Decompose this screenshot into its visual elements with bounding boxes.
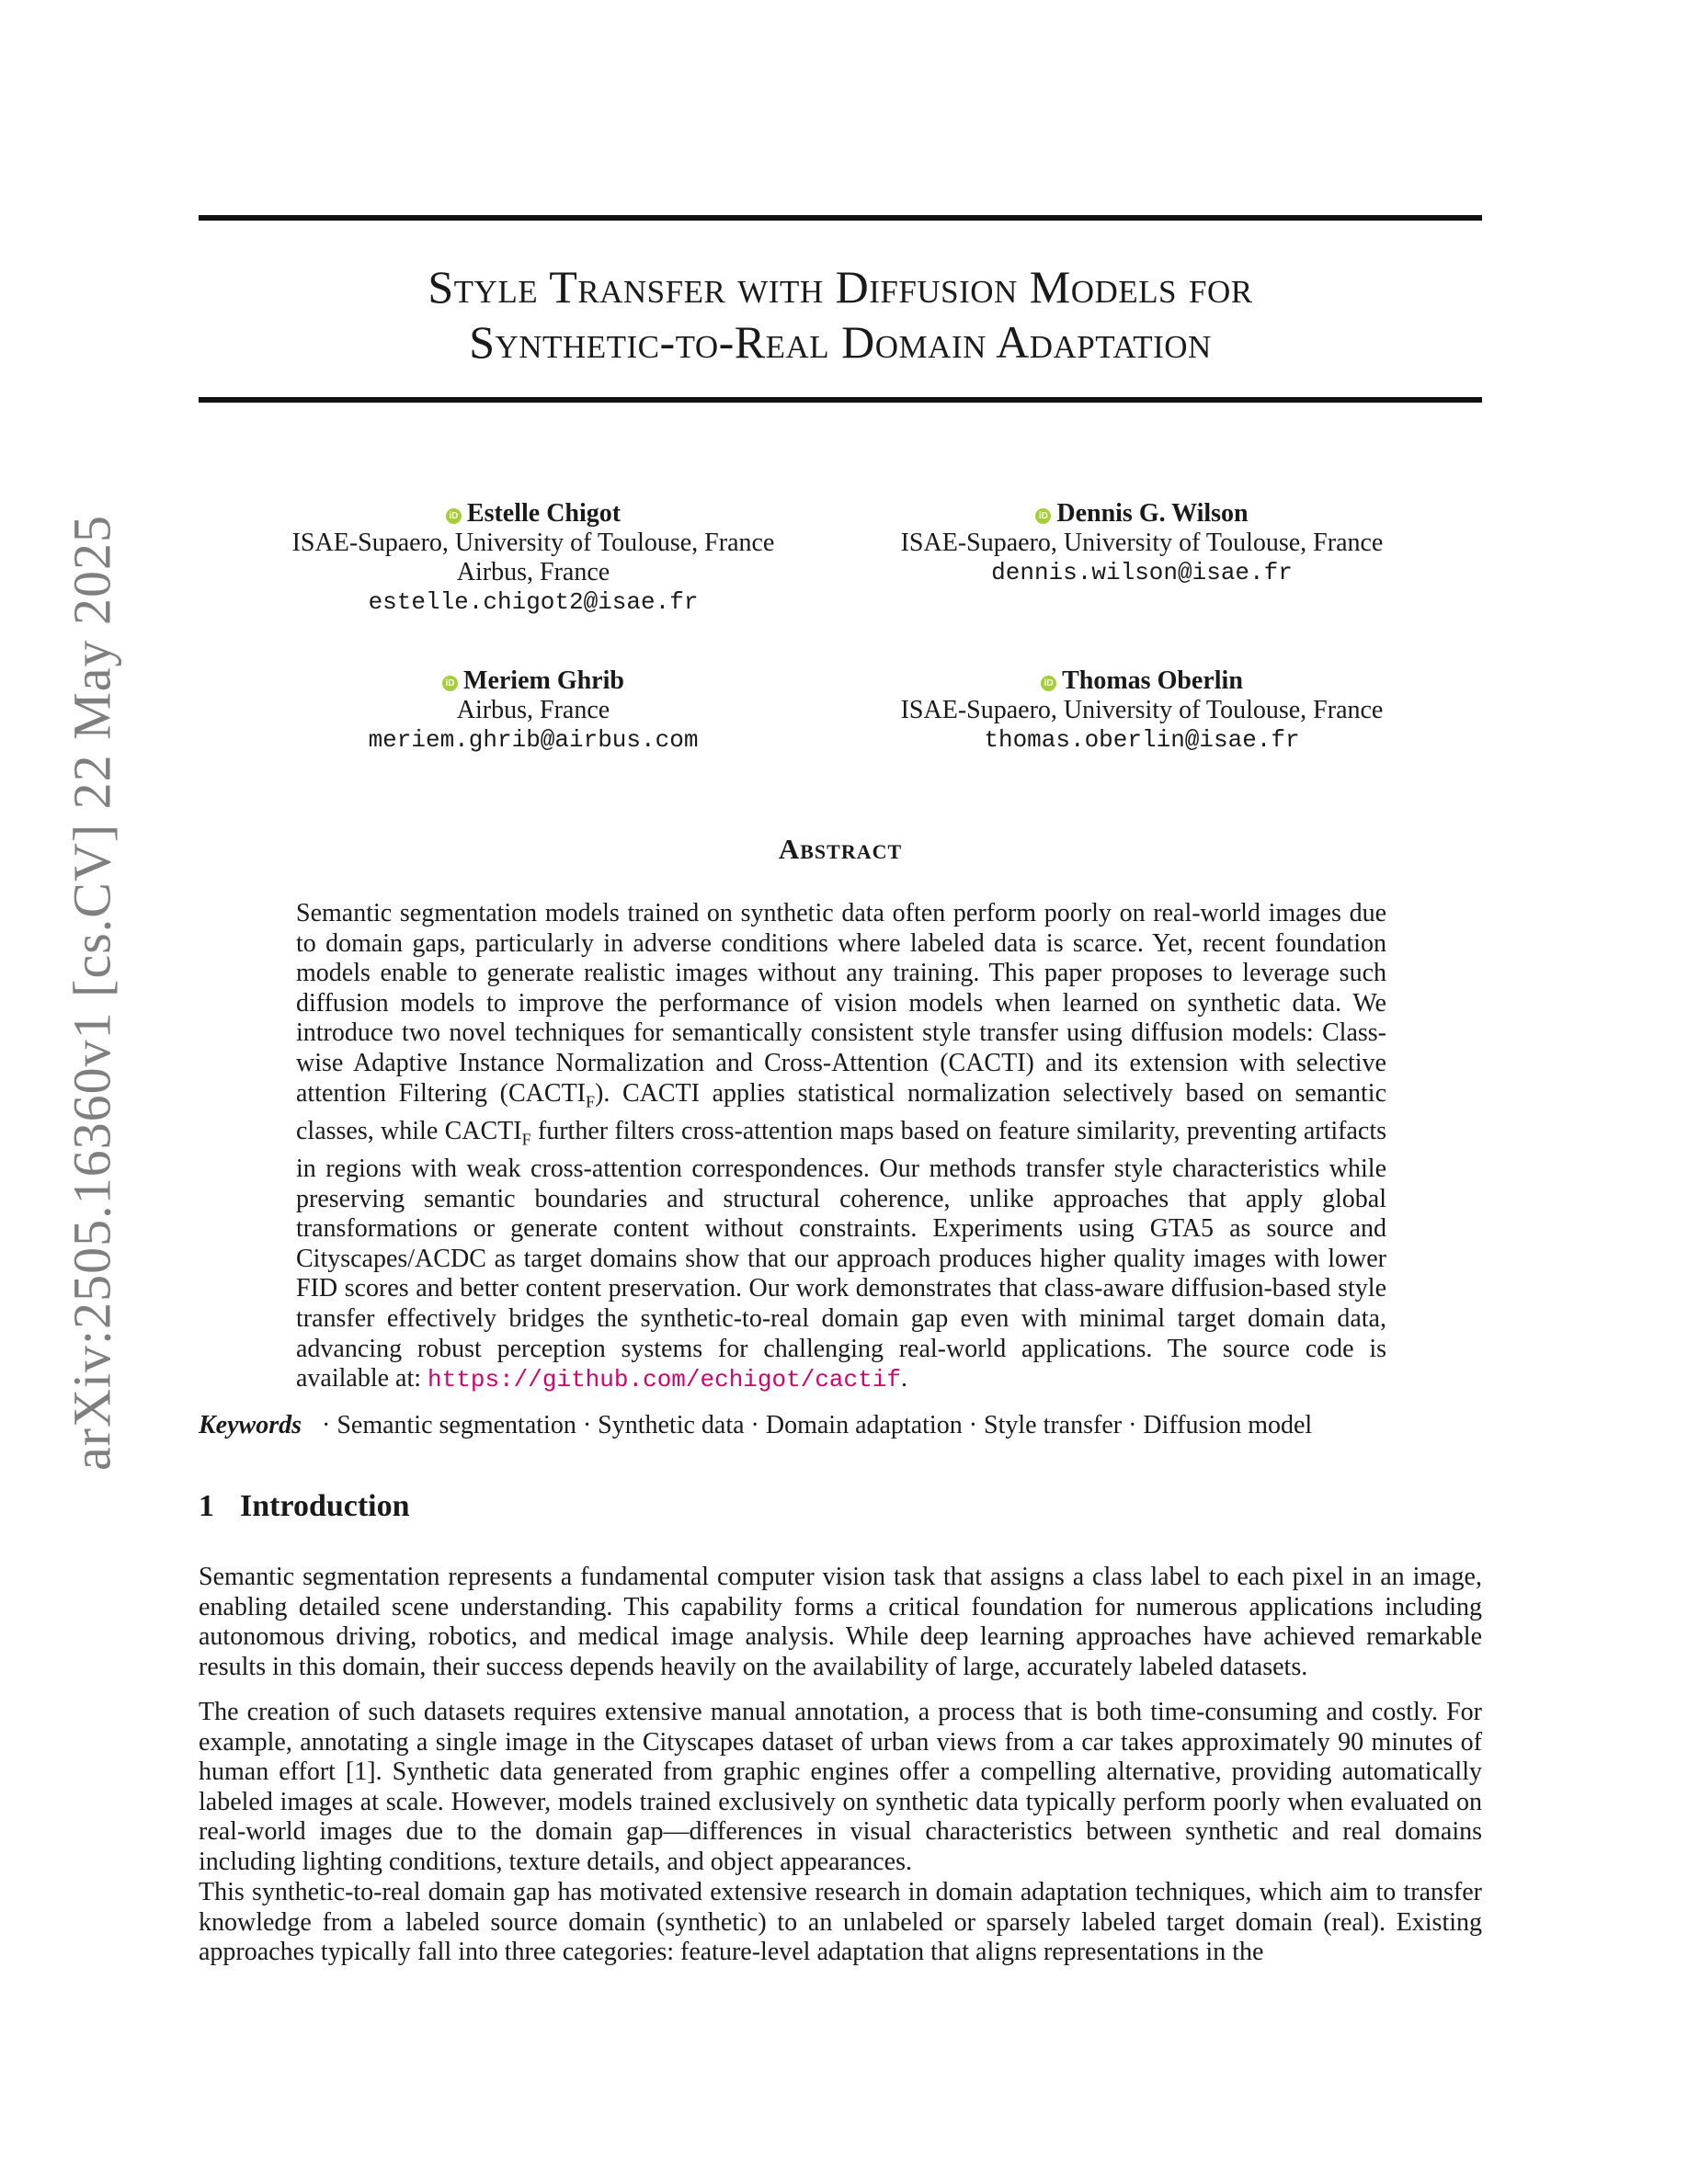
author-affiliation: ISAE-Supaero, University of Toulouse, France <box>900 696 1384 724</box>
author-block-1 <box>230 499 837 617</box>
author-block-2 <box>838 499 1445 587</box>
intro-paragraph-3: This synthetic-to-real domain gap has motivated extensive research in domain adaptation techniques, which aim to transfer knowledge from a labeled source domain (synthetic) to an unlabeled or sparsely labeled target domain (real). Existing approaches typically fall into three categories: feature-level adaptation that aligns representations in the <box>199 1878 1482 1967</box>
author-block-4 <box>838 666 1445 755</box>
intro-paragraph-1: Semantic segmentation represents a fundamental computer vision task that assigns a class label to each pixel in an image, enabling detailed scene understanding. This capability forms a critical foundation for numerous applications including autonomous driving, robotics, and medical image analysis. While deep learning approaches have achieved remarkable results in this domain, their success depends heavily on the availability of large, accurately labeled datasets. <box>199 1563 1482 1681</box>
author-affiliation: ISAE-Supaero, University of Toulouse, France <box>900 529 1384 557</box>
title-bottom-rule <box>199 397 1482 403</box>
keywords <box>199 1411 1482 1440</box>
author-affiliation: ISAE-Supaero, University of Toulouse, France <box>291 529 775 557</box>
author-block-3 <box>230 666 837 755</box>
author-name: iD Meriem Ghrib <box>230 666 837 696</box>
author-name: iD Estelle Chigot <box>230 499 837 529</box>
author-email[interactable]: meriem.ghrib@airbus.com <box>368 726 699 754</box>
orcid-icon[interactable]: iD <box>446 508 462 524</box>
intro-paragraph-2: The creation of such datasets requires extensive manual annotation, a process that is both time-consuming and costly. For example, annotating a single image in the Cityscapes dataset of urban views from a car takes approximately 90 minutes of human effort [1]. Synthetic data generated from graphic engines offer a compelling alternative, providing automatically labeled images at scale. However, models trained exclusively on synthetic data typically perform poorly when evaluated on real-world images due to the domain gap—differences in visual characteristics between synthetic and real domains including lighting conditions, texture details, and object appearances. <box>199 1698 1482 1876</box>
author-name: iD Dennis G. Wilson <box>838 499 1445 529</box>
orcid-icon[interactable]: iD <box>1035 508 1051 524</box>
author-email[interactable]: dennis.wilson@isae.fr <box>991 559 1293 586</box>
title-top-rule <box>199 215 1482 221</box>
source-code-link[interactable]: https://github.com/echigot/cactif <box>428 1366 901 1394</box>
orcid-icon[interactable]: iD <box>1041 676 1056 691</box>
arxiv-stamp-text: arXiv:2505.16360v1 [cs.CV] 22 May 2025 <box>62 514 122 1472</box>
keywords-label: Keywords <box>199 1411 302 1439</box>
author-affiliation: Airbus, France <box>456 696 610 724</box>
author-name: iD Thomas Oberlin <box>838 666 1445 696</box>
author-email[interactable]: estelle.chigot2@isae.fr <box>368 588 699 616</box>
author-email[interactable]: thomas.oberlin@isae.fr <box>984 726 1300 754</box>
abstract-body: Semantic segmentation models trained on synthetic data often perform poorly on real-world images due to domain gaps, particularly in adverse conditions where labeled data is scarce. Yet, recent foundation models enable to generate realistic images without any training. This paper proposes to leverage such diffusion models to improve the performance of vision models when learned on synthetic data. We introduce two novel techniques for semantically consistent style transfer using diffusion models: Class-wise Adaptive Instance Normalization and Cross-Attention (CACTI) and its extension with selective attention Filtering $(CACTI_F)$. CACTI applies statistical normalization selectively based on semantic classes, while $CACTI_F$ further filters cross-attention maps based on feature similarity, preventing artifacts in regions with weak cross-attention correspondences. Our methods transfer style characteristics while preserving semantic boundaries and structural coherence, unlike approaches that apply global transformations or generate content without constraints. Experiments using GTA5 as source and Cityscapes/ACDC as target domains show that our approach produces higher quality images with lower FID scores and better content preservation. Our work demonstrates that class-aware diffusion-based style transfer effectively bridges the synthetic-to-real domain gap even with minimal target domain data, advancing robust perception systems for challenging real-world applications. The source code is available at: https://github.com/echigot/cactif. <box>296 899 1386 1394</box>
title-line-2: Synthetic-to-Real Domain Adaptation <box>469 316 1212 368</box>
orcid-icon[interactable]: iD <box>442 676 458 691</box>
section-heading-introduction: 1 Introduction <box>199 1489 410 1523</box>
author-affiliation: Airbus, France <box>456 558 610 586</box>
title-line-1: Style Transfer with Diffusion Models for <box>428 261 1253 313</box>
keywords-list: · Semantic segmentation · Synthetic data · Domain adaptation · Style transfer · Diffusion model <box>322 1411 1313 1439</box>
paper-title <box>199 259 1482 370</box>
abstract-heading: Abstract <box>778 833 903 865</box>
